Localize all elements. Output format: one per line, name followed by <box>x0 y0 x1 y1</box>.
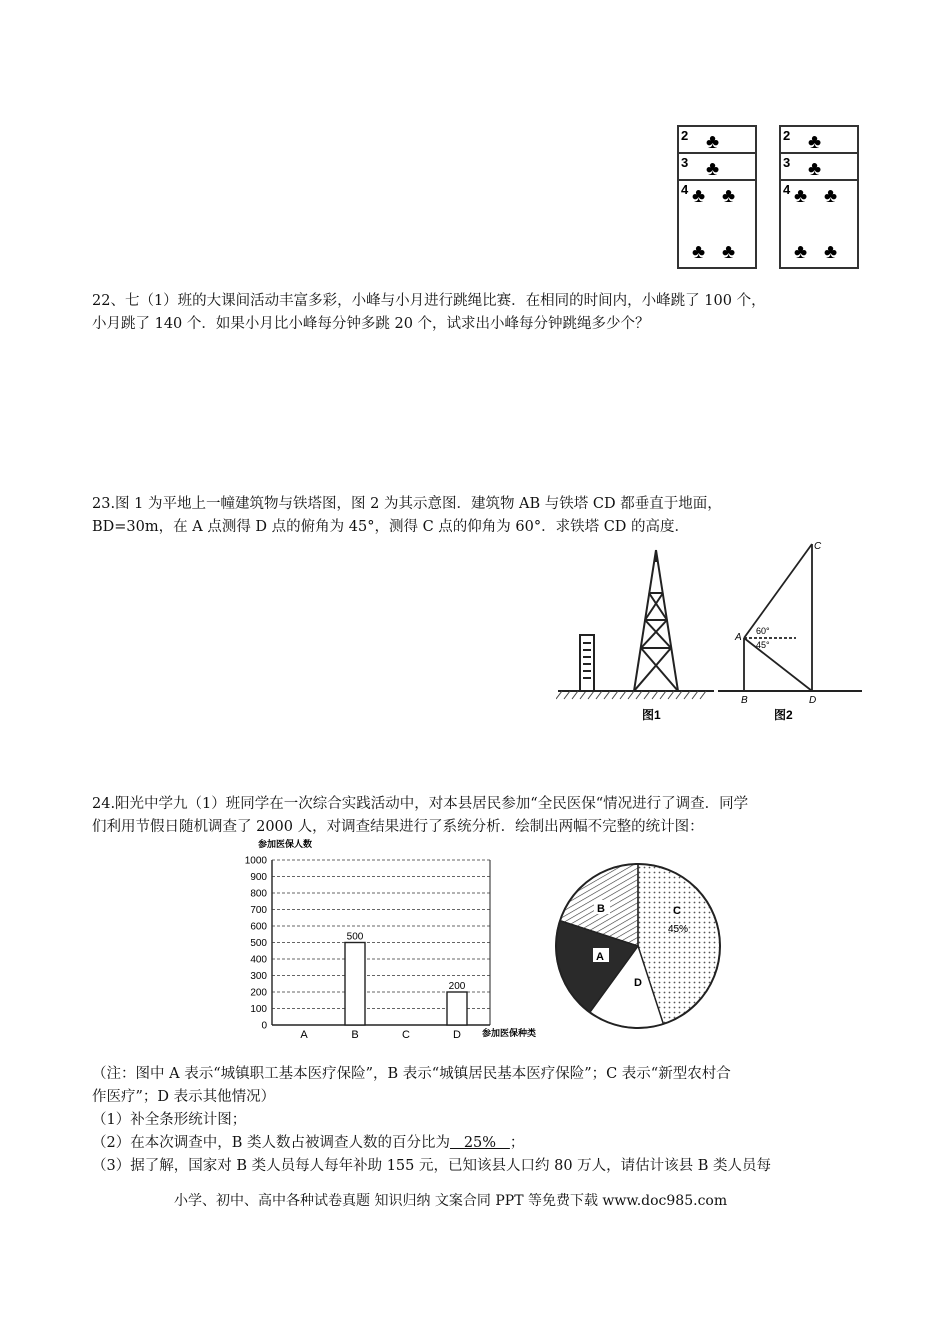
card-left-rank-3: 3 <box>681 155 689 170</box>
question-23 <box>92 493 722 539</box>
club-icon: ♣ <box>692 185 706 207</box>
q24-line2: 们利用节假日随机调查了 2000 人，对调查结果进行了系统分析．绘制出两幅不完整的统计图： <box>92 819 704 835</box>
bar-chart-ylabel: 参加医保人数 <box>258 839 313 849</box>
bar-D <box>447 992 467 1025</box>
card-stack-right <box>780 126 858 268</box>
club-icon: ♣ <box>692 241 706 263</box>
bar-chart-xlabel: 参加医保种类 <box>482 1028 537 1038</box>
y-tick-label: 1000 <box>244 855 267 867</box>
club-icon: ♣ <box>794 185 808 207</box>
figure-2-caption: 图2 <box>774 708 793 722</box>
card-stack-left <box>678 126 756 268</box>
sub-question-2-text: （2）在本次调查中，B 类人数占被调查人数的百分比为 <box>92 1135 450 1151</box>
club-icon: ♣ <box>706 158 720 180</box>
question-24 <box>92 793 748 839</box>
question-22 <box>92 290 766 336</box>
bar-data-label: 200 <box>448 981 466 992</box>
sub-question-3: （3）据了解，国家对 B 类人员每人每年补助 155 元，已知该县人口约 80 万人，请估计该县 B 类人员每 <box>92 1158 772 1174</box>
club-icon: ♣ <box>722 241 736 263</box>
club-icon: ♣ <box>824 185 838 207</box>
club-icon: ♣ <box>808 158 822 180</box>
y-tick-label: 100 <box>250 1004 267 1015</box>
bar-chart <box>228 835 600 1045</box>
y-tick-label: 0 <box>261 1020 267 1032</box>
x-tick-label: A <box>300 1029 308 1041</box>
note-line1: （注：图中 A 表示“城镇职工基本医疗保险”，B 表示“城镇居民基本医疗保险”；C 表示“新型农村合 <box>92 1066 731 1082</box>
label-a: A <box>735 632 742 643</box>
label-b: B <box>741 695 748 706</box>
pie-label-a: A <box>596 951 604 963</box>
pie-label-c: C <box>673 905 681 917</box>
pie-value-c: 45% <box>668 924 689 935</box>
club-icon: ♣ <box>824 241 838 263</box>
x-tick-label: C <box>402 1029 410 1041</box>
card-left-rank-2: 2 <box>681 128 689 143</box>
bar-data-label: 500 <box>346 931 364 943</box>
figure-1-caption: 图1 <box>642 708 661 722</box>
bar-B <box>345 943 365 1026</box>
q24-notes <box>92 1063 771 1178</box>
label-c: C <box>814 541 822 552</box>
card-left-rank-4: 4 <box>681 182 689 197</box>
sub-question-2-end: ； <box>509 1135 525 1151</box>
club-icon: ♣ <box>706 131 720 153</box>
q23-line1: 23.图 1 为平地上一幢建筑物与铁塔图，图 2 为其示意图．建筑物 AB 与铁塔 CD 都垂直于地面， <box>92 496 722 512</box>
x-tick-label: D <box>453 1029 461 1041</box>
pie-label-d: D <box>634 977 642 989</box>
q24-line1: 24.阳光中学九（1）班同学在一次综合实践活动中，对本县居民参加“全民医保“情况进行了调查．同学 <box>92 796 749 812</box>
card-right-rank-3: 3 <box>783 155 791 170</box>
y-tick-label: 400 <box>250 954 267 966</box>
card-right-rank-4: 4 <box>783 182 791 197</box>
page-footer: 小学、初中、高中各种试卷真题 知识归纳 文案合同 PPT 等免费下载 www.doc985.com <box>174 1193 728 1209</box>
y-tick-label: 200 <box>250 987 267 999</box>
sub-question-1: （1）补全条形统计图； <box>92 1112 247 1128</box>
card-right-rank-2: 2 <box>783 128 791 143</box>
figure-2-schematic <box>716 536 864 723</box>
y-tick-label: 800 <box>250 888 267 900</box>
q22-line2: 小月跳了 140 个．如果小月比小峰每分钟多跳 20 个，试求出小峰每分钟跳绳多少个？ <box>92 316 650 332</box>
pie-label-b: B <box>597 903 605 915</box>
x-tick-label: B <box>351 1029 359 1041</box>
q23-line2: BD=30m，在 A 点测得 D 点的俯角为 45°，测得 C 点的仰角为 60°．求铁塔 CD 的高度． <box>92 519 690 535</box>
cards-figure <box>676 124 860 272</box>
angle-45-label: 45° <box>756 640 770 650</box>
y-tick-label: 600 <box>250 921 267 933</box>
y-tick-label: 900 <box>250 872 267 883</box>
sub-question-2 <box>92 1132 771 1155</box>
label-d: D <box>809 695 817 706</box>
club-icon: ♣ <box>808 131 822 153</box>
y-tick-label: 700 <box>250 905 267 916</box>
q22-line1: 22、七（1）班的大课间活动丰富多彩，小峰与小月进行跳绳比赛．在相同的时间内，小峰跳了 100 个， <box>92 293 766 309</box>
sub-question-2-answer: 25% <box>450 1135 510 1151</box>
note-line2: 作医疗”；D 表示其他情况） <box>92 1089 276 1105</box>
y-tick-label: 500 <box>250 938 267 949</box>
club-icon: ♣ <box>722 185 736 207</box>
pie-chart <box>548 856 728 1036</box>
figure-1-building-tower <box>556 548 716 723</box>
club-icon: ♣ <box>794 241 808 263</box>
y-tick-label: 300 <box>250 971 267 982</box>
angle-60-label: 60° <box>756 626 770 636</box>
